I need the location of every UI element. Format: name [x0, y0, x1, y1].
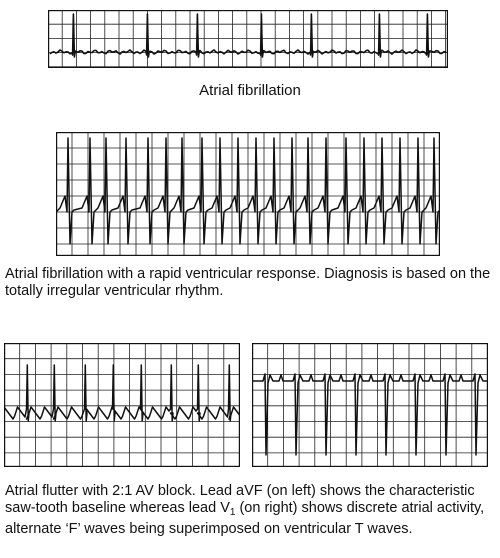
ecg-strip-atrial-fibrillation	[48, 10, 448, 68]
caption-af-rapid-response: Atrial fibrillation with a rapid ventricular response. Diagnosis is based on the totally irregular ventricular rhythm.	[5, 266, 491, 299]
ecg-strip-af-rapid-response	[56, 132, 440, 256]
grid-flutter-lead-v1	[252, 343, 488, 467]
grid-atrial-fibrillation	[48, 10, 448, 68]
ecg-trace-af-rapid-response	[56, 132, 440, 256]
ecg-trace-line-flutter-v1	[252, 374, 488, 455]
caption-flutter-text-2: (on right) shows discrete atrial activity, alternate ‘F’ waves being superimposed on ventricular T waves.	[5, 500, 485, 537]
ecg-trace-flutter-lead-v1	[252, 343, 488, 467]
caption-flutter-text-1: Atrial flutter with 2:1 AV block. Lead aVF (on left) shows the characteristic saw-tooth baseline whereas lead V	[5, 483, 475, 516]
ecg-trace-flutter-lead-avf	[4, 343, 240, 467]
caption-atrial-fibrillation: Atrial fibrillation	[199, 82, 301, 99]
grid-flutter-lead-avf	[4, 343, 240, 467]
ecg-trace-line-flutter-avf	[4, 365, 240, 421]
ecg-strip-flutter-lead-avf	[4, 343, 240, 467]
ecg-strip-flutter-lead-v1	[252, 343, 488, 467]
ecg-trace-line-af	[50, 14, 446, 57]
caption-flutter-subscript: 1	[229, 507, 236, 518]
caption-atrial-flutter	[5, 483, 497, 538]
ecg-trace-atrial-fibrillation	[48, 10, 448, 68]
